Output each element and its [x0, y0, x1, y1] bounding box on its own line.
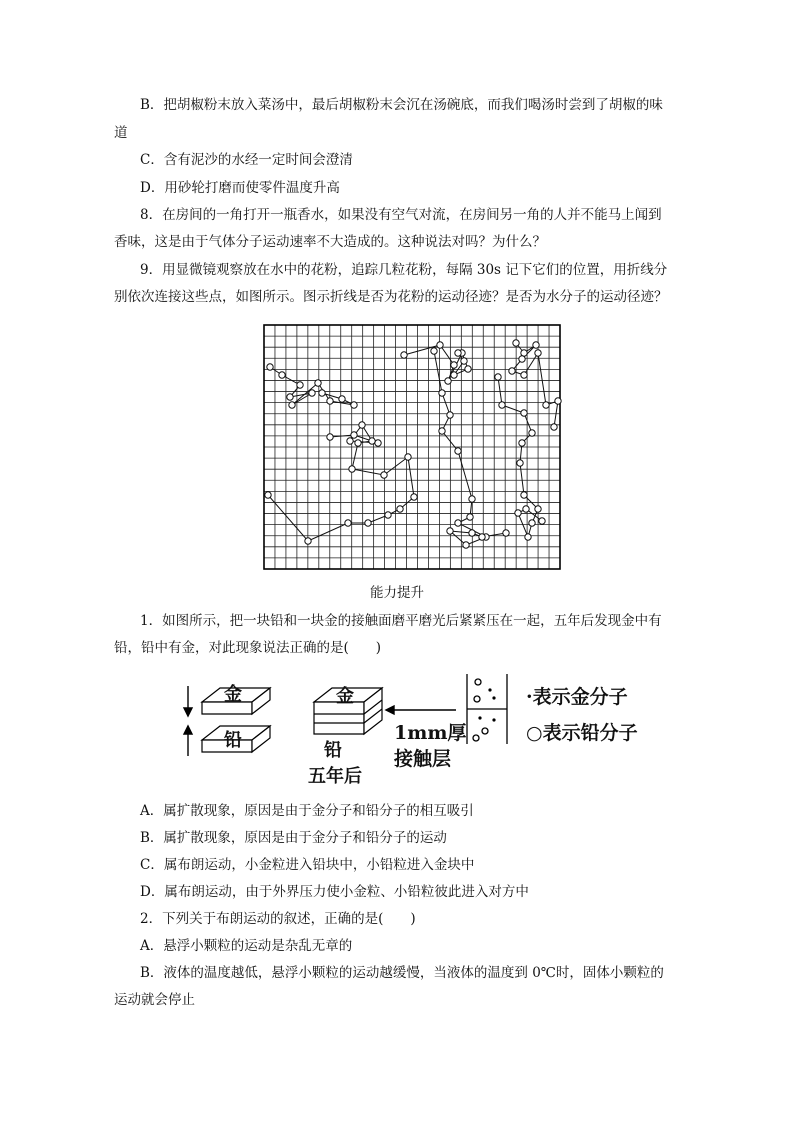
legend-lead-molecule: ○表示铅分子 — [526, 722, 638, 744]
legend-gold-molecule: ·表示金分子 — [526, 686, 628, 708]
p2-stem: 2．下列关于布朗运动的叙述，正确的是( ) — [140, 911, 416, 927]
gold-label: 金 — [224, 684, 242, 705]
p1-option-d: D．属布朗运动，由于外界压力使小金粒、小铅粒彼此进入对方中 — [140, 884, 529, 900]
p1-option-b: B．属扩散现象，原因是由于金分子和铅分子的运动 — [140, 830, 447, 846]
contact-layer-label: 接触层 — [394, 748, 452, 770]
q-prev-option-b-line2: 道 — [114, 125, 128, 141]
p2-option-a: A．悬浮小颗粒的运动是杂乱无章的 — [140, 938, 353, 954]
particle-paths — [265, 340, 561, 548]
q9-line2: 别依次连接这些点，如图所示。图示折线是否为花粉的运动径迹？是否为水分子的运动径迹？ — [114, 289, 668, 305]
q8-line2: 香味，这是由于气体分子运动速率不大造成的。这种说法对吗？为什么？ — [114, 234, 546, 250]
p2-option-b-line1: B．液体的温度越低，悬浮小颗粒的运动越缓慢，当液体的温度到 0℃时，固体小颗粒的 — [140, 965, 664, 981]
figure-grid — [264, 325, 560, 569]
p2-option-b-line2: 运动就会停止 — [114, 992, 195, 1008]
diffusion-figure — [180, 668, 660, 788]
p1-option-a: A．属扩散现象，原因是由于金分子和铅分子的相互吸引 — [140, 803, 474, 819]
p1-option-c: C．属布朗运动，小金粒进入铅块中，小铅粒进入金块中 — [140, 857, 475, 873]
q9-line1: 9．用显微镜观察放在水中的花粉，追踪几粒花粉，每隔 30s 记下它们的位置，用折线分 — [140, 262, 668, 278]
lead-label-after: 铅 — [324, 740, 342, 761]
q-prev-option-c: C．含有泥沙的水经一定时间会澄清 — [140, 152, 353, 168]
q-prev-option-b-line1: B．把胡椒粉末放入菜汤中，最后胡椒粉末会沉在汤碗底，而我们喝汤时尝到了胡椒的味 — [140, 97, 663, 113]
section-title: 能力提升 — [370, 585, 424, 601]
p1-line1: 1．如图所示，把一块铅和一块金的接触面磨平磨光后紧紧压在一起，五年后发现金中有 — [140, 613, 662, 629]
q8-line1: 8．在房间的一角打开一瓶香水，如果没有空气对流，在房间另一角的人并不能马上闻到 — [140, 207, 662, 223]
layer-thickness-label: 1mm厚 — [394, 722, 467, 744]
p1-line2: 铅，铅中有金，对此现象说法正确的是( ) — [114, 640, 382, 656]
five-years-label: 五年后 — [308, 766, 362, 787]
gold-label-after: 金 — [336, 686, 354, 707]
lead-label: 铅 — [224, 730, 242, 751]
q-prev-option-d: D．用砂轮打磨而使零件温度升高 — [140, 180, 340, 196]
brownian-motion-figure — [262, 323, 562, 571]
